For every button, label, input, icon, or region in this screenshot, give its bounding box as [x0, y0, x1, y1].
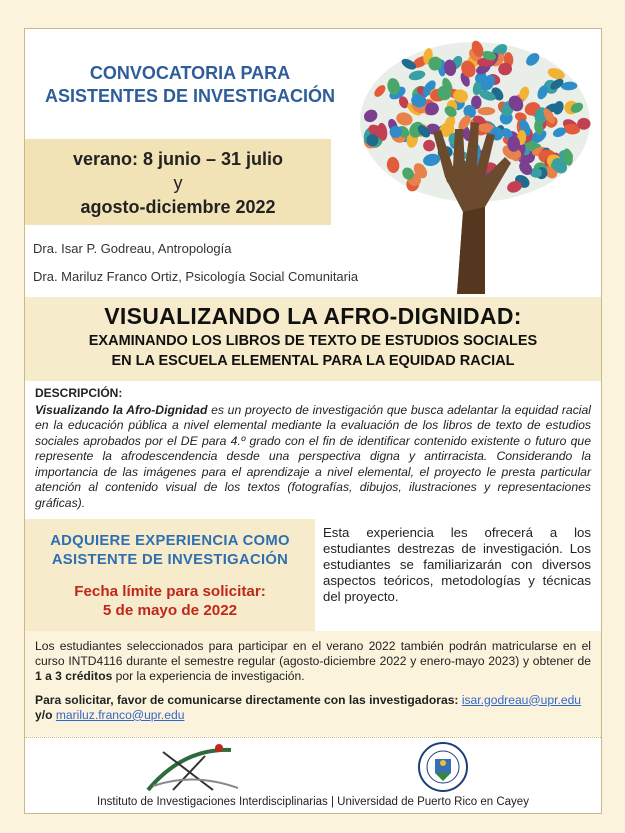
info-section — [25, 631, 601, 737]
project-title: VISUALIZANDO LA AFRO-DIGNIDAD: — [104, 303, 522, 329]
deadline-label: Fecha límite para solicitar: — [74, 583, 266, 600]
footer-caption: Instituto de Investigaciones Interdisciplinarias | Universidad de Puerto Rico en Cayey — [97, 796, 529, 808]
email-link-godreau[interactable]: isar.godreau@upr.edu — [461, 692, 582, 707]
credits-text-b: por la experiencia de investigación. — [112, 669, 305, 684]
dates-box — [25, 139, 331, 225]
deadline-date: 5 de mayo de 2022 — [102, 602, 238, 619]
description-label: DESCRIPCIÓN: — [35, 386, 123, 400]
header-section — [25, 29, 601, 294]
hand-leaf — [507, 136, 520, 152]
email-link-franco[interactable]: mariluz.franco@upr.edu — [55, 707, 185, 722]
description-lead: Visualizando la Afro-Dignidad — [35, 402, 208, 417]
project-title-band — [25, 297, 601, 381]
author-godreau: Dra. Isar P. Godreau, Antropología — [33, 241, 232, 256]
title-box — [25, 29, 355, 141]
hands-tree-illustration — [345, 37, 595, 294]
experience-heading — [25, 532, 315, 570]
experience-section — [25, 519, 601, 631]
university-seal — [417, 741, 469, 793]
contact-or: y/o — [35, 707, 53, 722]
convocatoria-heading — [35, 62, 345, 108]
credits-paragraph — [35, 639, 591, 685]
convocatoria-line2: ASISTENTES DE INVESTIGACIÓN — [44, 86, 336, 106]
dates-line3: agosto-diciembre 2022 — [80, 197, 276, 217]
author-franco: Dra. Mariluz Franco Ortiz, Psicología Social Comunitaria — [33, 269, 359, 284]
description-text — [35, 403, 591, 512]
experience-heading-line1: ADQUIERE EXPERIENCIA COMO — [50, 533, 290, 549]
credits-text-a: Los estudiantes seleccionados para participar en el verano 2022 también podrán matricularse en el curso INTD4116 durante el semestre regular (agosto-diciembre 2022 y enero-mayo 2023) y obtener de — [35, 639, 591, 669]
project-subtitle-line1: EXAMINANDO LOS LIBROS DE TEXTO DE ESTUDIOS SOCIALES — [88, 333, 538, 349]
footer — [25, 737, 601, 813]
experience-heading-line2: ASISTENTE DE INVESTIGACIÓN — [51, 552, 289, 568]
deadline — [25, 582, 315, 620]
credits-bold: 1 a 3 créditos — [35, 669, 113, 684]
description-body: es un proyecto de investigación que busca adelantar la equidad racial en la educación pública a nivel elemental mediante la evaluación de los libros de texto de estudios sociales aprobados por el DE para 4.º grado con el fin de identificar contenido existente o futuro que represente la afrodescendencia desde una perspectiva digna y antirracista. Considerando la importancia de las imágenes para el aprendizaje a nivel elemental, el proyecto le presta particular atención al contenido visual de los textos (fotografías, dibujos, ilustraciones y representaciones gráficas). — [35, 402, 591, 510]
project-subtitle-line2: EN LA ESCUELA ELEMENTAL PARA LA EQUIDAD RACIAL — [111, 353, 515, 369]
poster — [24, 28, 602, 814]
dates-line1: verano: 8 junio – 31 julio — [72, 149, 284, 169]
institute-logo — [143, 742, 243, 794]
description-section — [25, 381, 601, 517]
experience-callout — [25, 519, 315, 631]
contact-instruction: Para solicitar, favor de comunicarse directamente con las investigadoras: — [35, 692, 459, 707]
experience-body: Esta experiencia les ofrecerá a los estudiantes destrezas de investigación. Los estudiantes se familiarizarán con diversos aspectos teóricos, metodologías y técnicas del proyecto. — [315, 519, 601, 631]
contact-paragraph — [35, 693, 591, 723]
convocatoria-line1: CONVOCATORIA PARA — [89, 63, 291, 83]
dates-line2: y — [173, 173, 183, 193]
